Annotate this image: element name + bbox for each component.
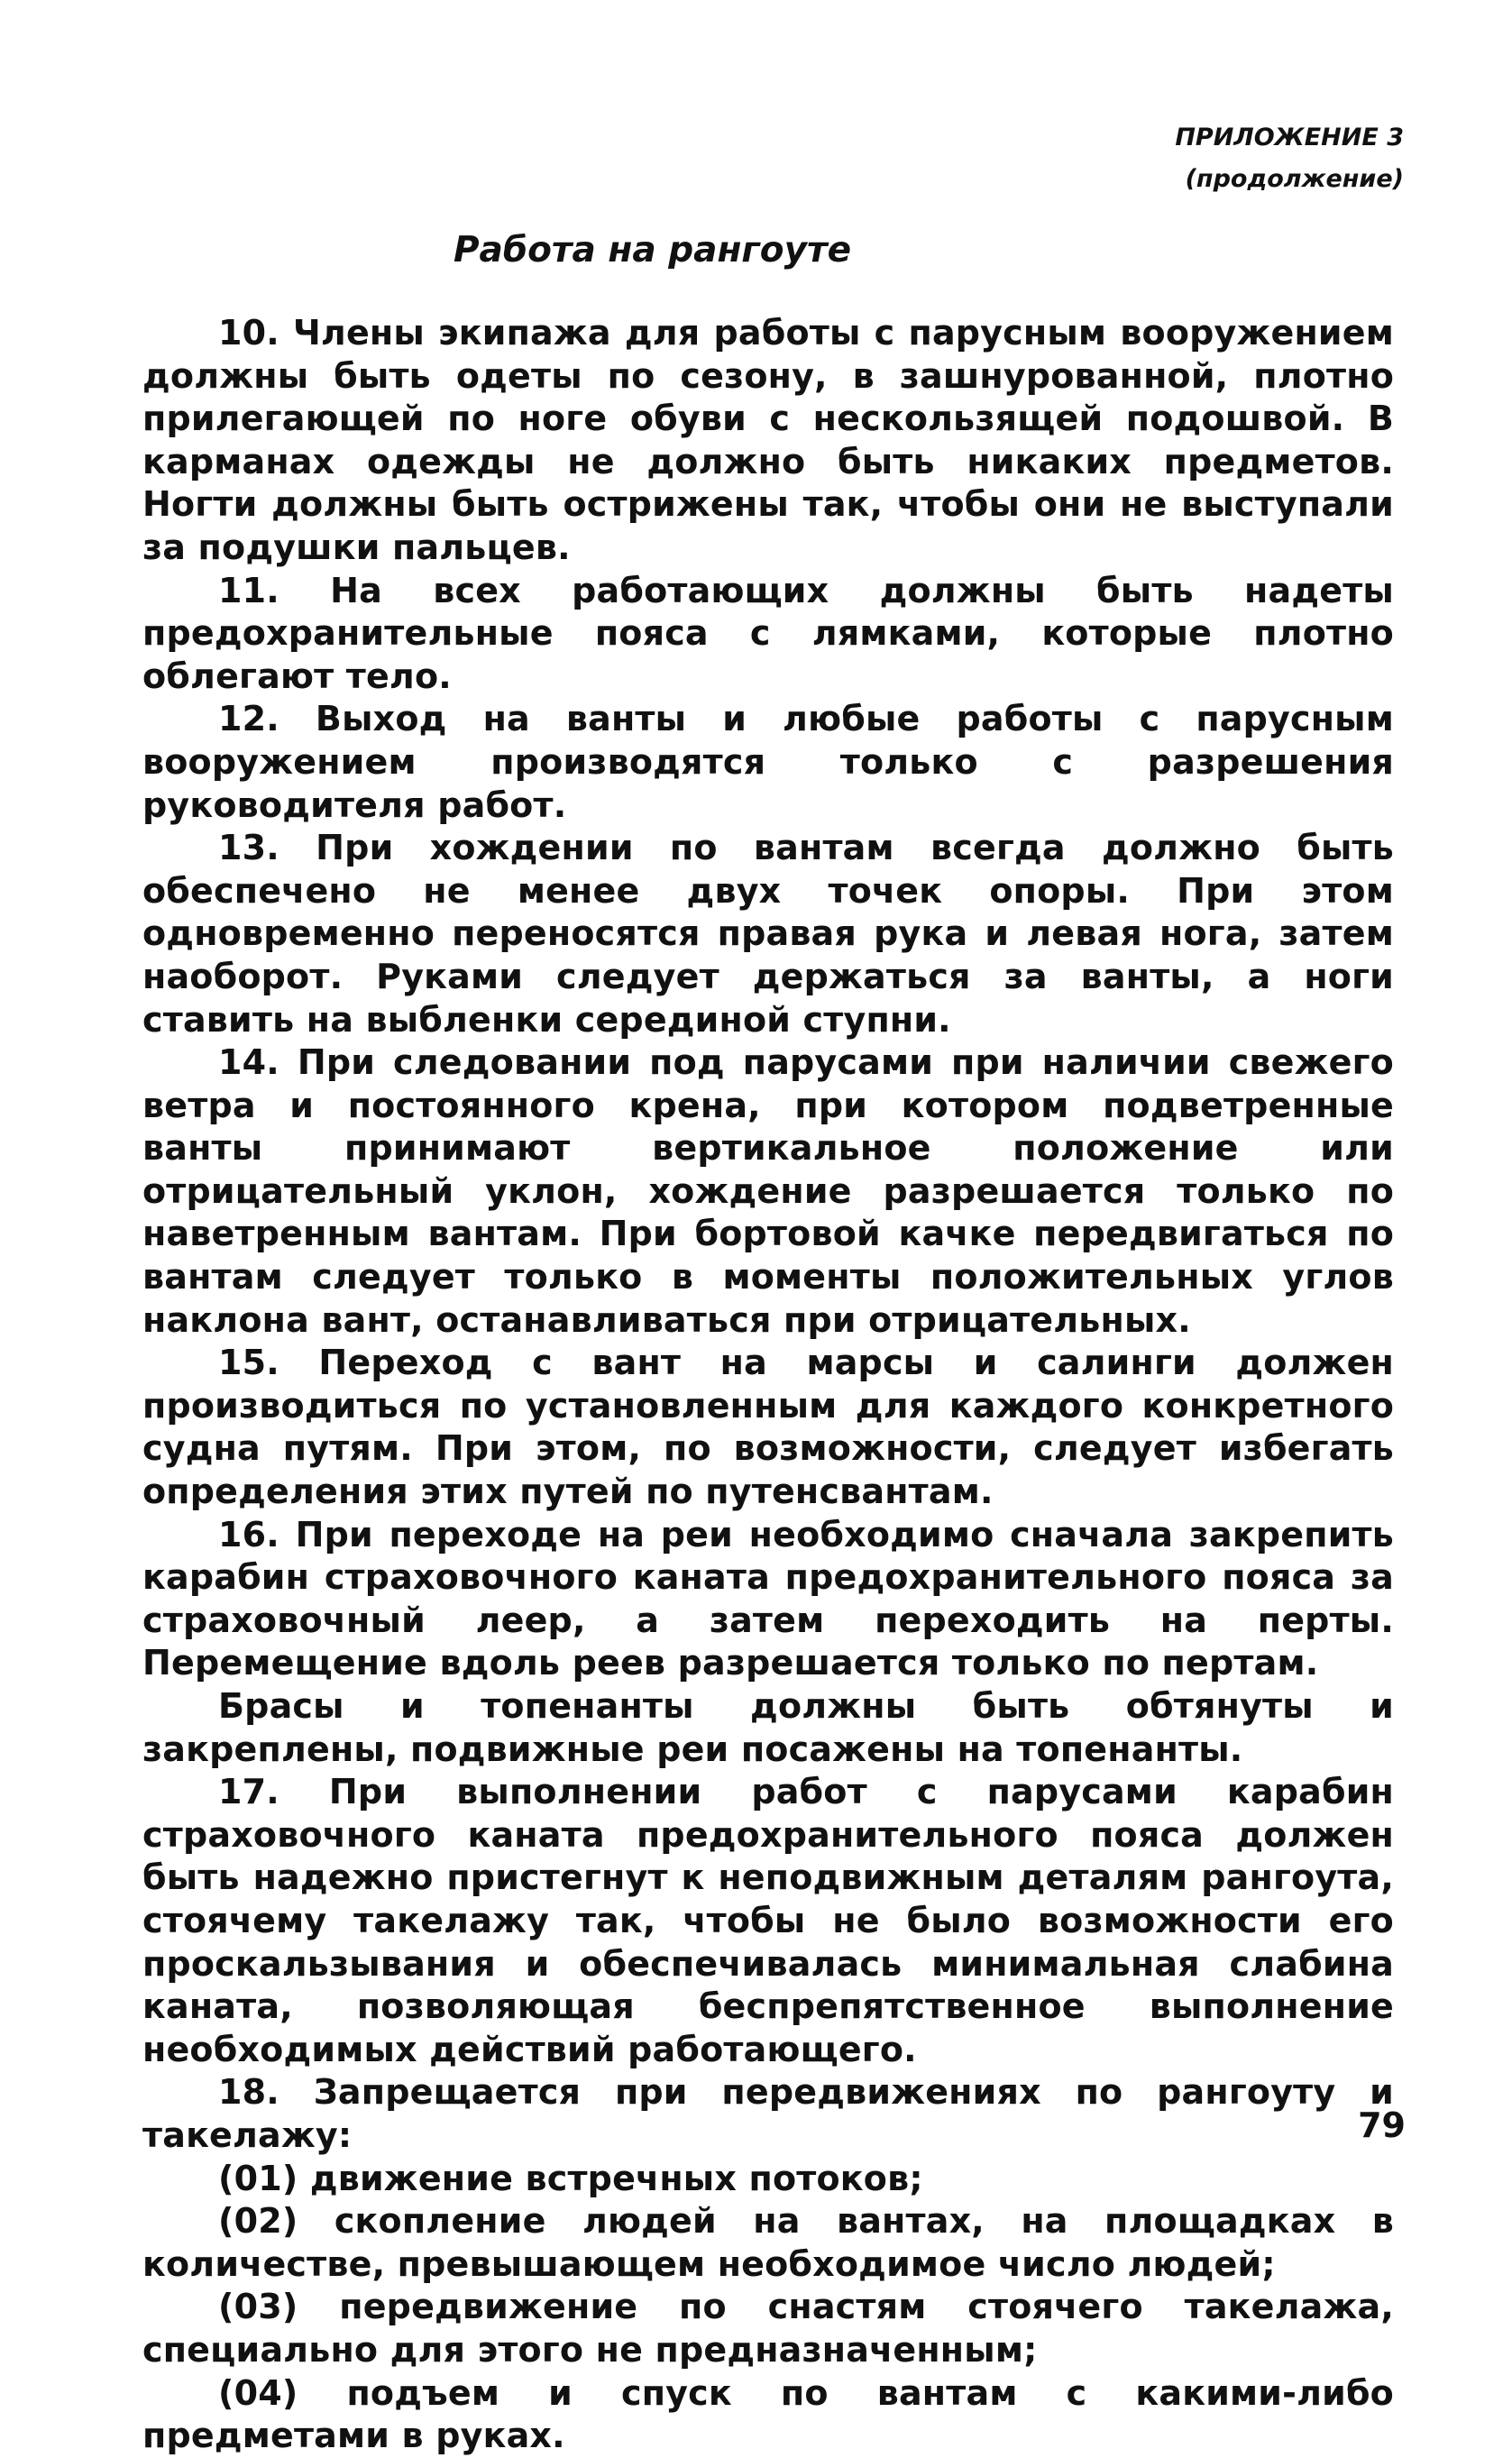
continuation-label: (продолжение)	[1185, 165, 1404, 193]
list-item: (04) подъем и спуск по вантам с какими-либо предметами в руках.	[142, 2372, 1394, 2456]
paragraph: 18. Запрещается при передвижениях по рангоуту и такелажу:	[142, 2072, 1394, 2155]
paragraph: 17. При выполнении работ с парусами карабин страховочного каната предохранительного пояса должен быть надежно пристегнут к неподвижным деталям рангоута, стоячему такелажу так, чтобы не было возможности его проскальзывания и обеспечивалась минимальная слабина каната, позволяющая беспрепятственное выполнение необходимых действий работающего.	[142, 1772, 1394, 2069]
list-item: (03) передвижение по снастям стоячего такелажа, специально для этого не предназначенным;	[142, 2287, 1394, 2370]
section-title: Работа на рангоуте	[453, 230, 852, 271]
list-item: (01) движение встречных потоков;	[218, 2158, 923, 2198]
paragraph: 15. Переход с вант на марсы и салинги должен производиться по установленным для каждого конкретного судна путям. При этом, по возможности, следует избегать определения этих путей по путенсвантам.	[142, 1343, 1394, 1512]
body-text	[142, 312, 1394, 2458]
paragraph: 14. При следовании под парусами при наличии свежего ветра и постоянного крена, при котором подветренные ванты принимают вертикальное положение или отрицательный уклон, хождение разрешается только по наветренным вантам. При бортовой качке передвигаться по вантам следует только в моменты положительных углов наклона вант, останавливаться при отрицательных.	[142, 1042, 1394, 1340]
paragraph: 13. При хождении по вантам всегда должно быть обеспечено не менее двух точек опоры. При этом одновременно переносятся правая рука и левая нога, затем наоборот. Руками следует держаться за ванты, а ноги ставить на выбленки серединой ступни.	[142, 828, 1394, 1040]
list-item: (02) скопление людей на вантах, на площадках в количестве, превышающем необходимое число людей;	[142, 2201, 1394, 2284]
appendix-label: ПРИЛОЖЕНИЕ 3	[1175, 124, 1404, 151]
paragraph: 10. Члены экипажа для работы с парусным вооружением должны быть одеты по сезону, в зашнурованной, плотно прилегающей по ноге обуви с нескользящей подошвой. В карманах одежды не должно быть никаких предметов. Ногти должны быть острижены так, чтобы они не выступали за подушки пальцев.	[142, 313, 1394, 567]
paragraph: 16. При переходе на реи необходимо сначала закрепить карабин страховочного каната предохранительного пояса за страховочный леер, а затем переходить на перты. Перемещение вдоль реев разрешается только по пертам.	[142, 1514, 1394, 1683]
paragraph: Брасы и топенанты должны быть обтянуты и закреплены, подвижные реи посажены на топенанты.	[142, 1686, 1394, 1769]
paragraph: 11. На всех работающих должны быть надеты предохранительные пояса с лямками, которые плотно облегают тело.	[142, 570, 1394, 696]
appendix-header	[1175, 117, 1404, 200]
paragraph: 12. Выход на ванты и любые работы с парусным вооружением производятся только с разрешения руководителя работ.	[142, 699, 1394, 825]
page-number: 79	[1358, 2105, 1406, 2145]
